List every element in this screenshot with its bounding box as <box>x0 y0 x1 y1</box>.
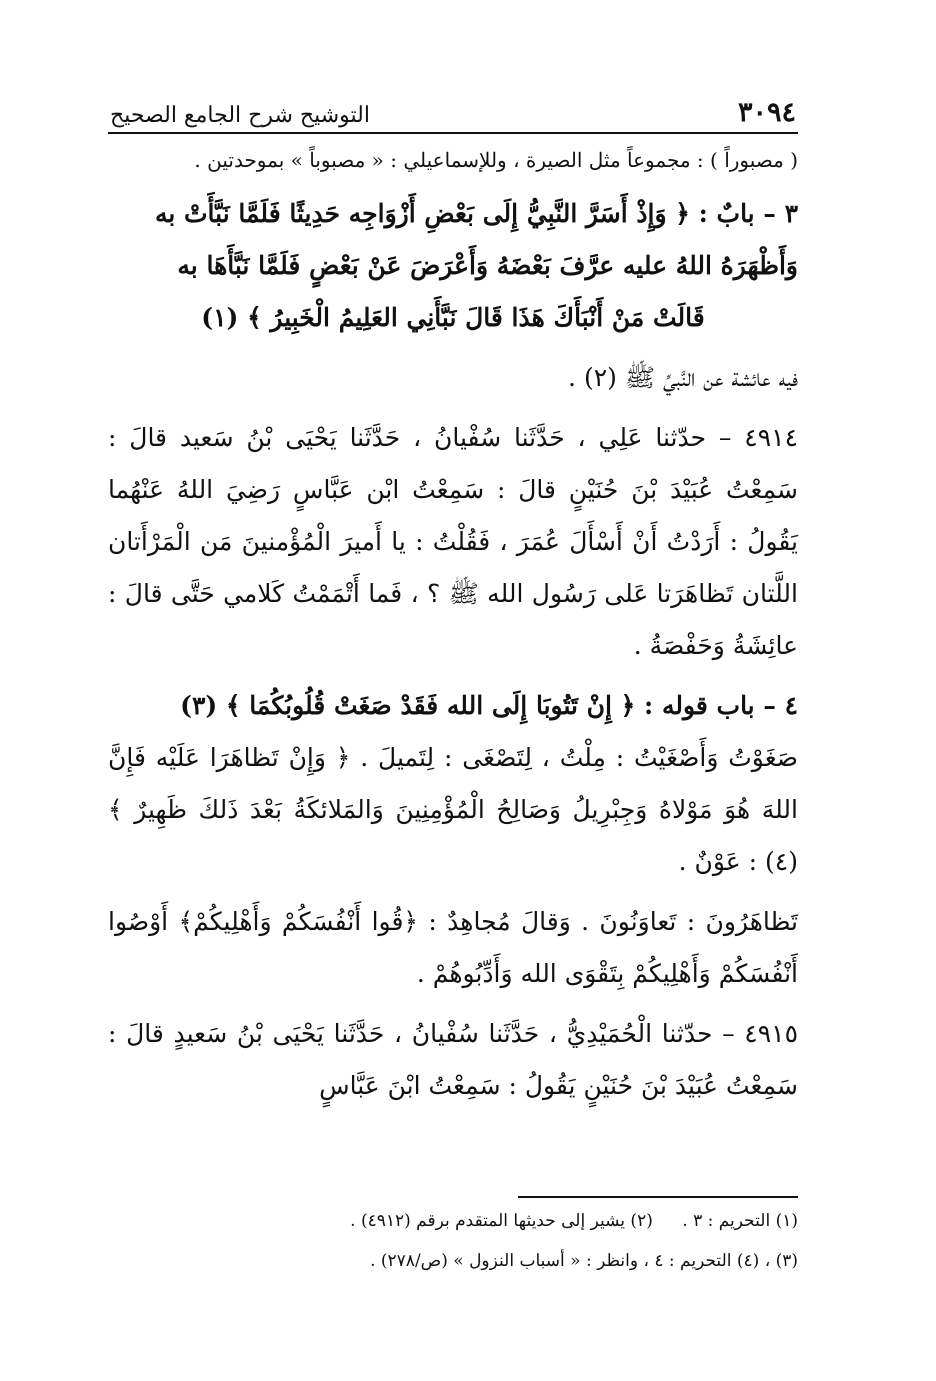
footnote-line-1 <box>108 1204 798 1238</box>
bab-3-heading-line-3: قَالَتْ مَنْ أَنْبَأَكَ هَذَا قَالَ نَبَّأَنِي العَلِيمُ الْخَبِيرُ ﴾ (١) <box>201 303 705 332</box>
bab-3-heading-line-1: ٣ – بابٌ : ﴿ وَإِذْ أَسَرَّ النَّبِيُّ إِلَى بَعْضِ أَزْوَاجِه حَدِيثًا فَلَمَّا نَبَّأَتْ به <box>154 199 798 228</box>
bab-4-text: صَغَوْتُ وَأَصْغَيْتُ : مِلْتُ ، لِتَصْغَى : لِتَميلَ . ﴿ وَإِنْ تَظاهَرَا عَلَيْه فَإِنَّ اللهَ هُوَ مَوْلاهُ وَجِبْرِيلُ وَصَالِحُ الْمُؤْمِنِينَ وَالمَلائكَةُ بَعْدَ ذَلكَ ظَهِيرٌ ﴾ (٤) : عَوْنٌ . <box>108 743 798 876</box>
page-number: ٣٠٩٤ <box>737 97 796 128</box>
footnotes <box>108 1196 798 1278</box>
footnote-2: (٢) يشير إلى حديثها المتقدم برقم (٤٩١٢) . <box>350 1211 653 1231</box>
footnote-divider <box>518 1196 798 1198</box>
hadith-4915: ٤٩١٥ – حدّثنا الْحُمَيْدِيُّ ، حَدَّثَنا سُفْيانُ ، حَدَّثَنا يَحْيَى بْنُ سَعيدٍ قالَ : سَمِعْتُ عُبَيْدَ بْنَ حُنَيْنٍ يَقُولُ : سَمِعْتُ ابْنَ عَبَّاسٍ <box>108 1019 798 1100</box>
tazaharun-paragraph: تَظاهَرُونَ : تَعاوَنُونَ . وَقالَ مُجاهِدٌ : ﴿قُوا أَنْفُسَكُمْ وَأَهْلِيكُمْ﴾ أَوْصُوا أَنْفُسَكُمْ وَأَهْلِيكُمْ بِتَقْوَى الله وَأَدِّبُوهُمْ . <box>108 907 798 988</box>
fih-line: فيه عائشة عن النَّبيِّ ﷺ (٢) . <box>568 363 798 392</box>
running-header <box>108 88 798 134</box>
page <box>108 88 798 1308</box>
bab-4-heading: ٤ – باب قوله : ﴿ إِنْ تَتُوبَا إِلَى الله فَقَدْ صَغَتْ قُلُوبُكُمَا ﴾ (٣) <box>180 691 798 720</box>
hadith-4914: ٤٩١٤ – حدّثنا عَلِي ، حَدَّثَنا سُفْيانُ ، حَدَّثَنا يَحْيَى بْنُ سَعيد قالَ : سَمِعْتُ عُبَيْدَ بْنَ حُنَيْنٍ قالَ : سَمِعْتُ ابْن عَبَّاسٍ رَضِيَ اللهُ عَنْهُما يَقُولُ : أَرَدْتُ أَنْ أَسْأَلَ عُمَرَ ، فَقُلْتُ : يا أَميرَ الْمُؤْمنينَ مَن الْمَرْأَتان اللَّتان تَظاهَرَتا عَلى رَسُول الله ﷺ ؟ ، فَما أَتْمَمْتُ كَلامي حَتَّى قالَ : عائِشَةُ وَحَفْصَةُ . <box>108 423 798 660</box>
footnote-3-4: (٣) ، (٤) التحريم : ٤ ، وانظر : « أسباب النزول » (ص/٢٧٨) . <box>370 1251 798 1271</box>
commentary-paragraph: ( مصبوراً ) : مجموعاً مثل الصيرة ، وللإسماعيلي : « مصبوباً » بموحدتين . <box>194 148 798 172</box>
page-body <box>108 140 798 1112</box>
bab-3-heading-line-2: وَأَظْهَرَهُ اللهُ عليه عرَّفَ بَعْضَهُ وَأَعْرَضَ عَنْ بَعْضٍ فَلَمَّا نَبَّأَهَا به <box>177 251 798 280</box>
book-title: التوشيح شرح الجامع الصحيح <box>110 103 370 128</box>
footnote-1: (١) التحريم : ٣ . <box>682 1211 798 1231</box>
